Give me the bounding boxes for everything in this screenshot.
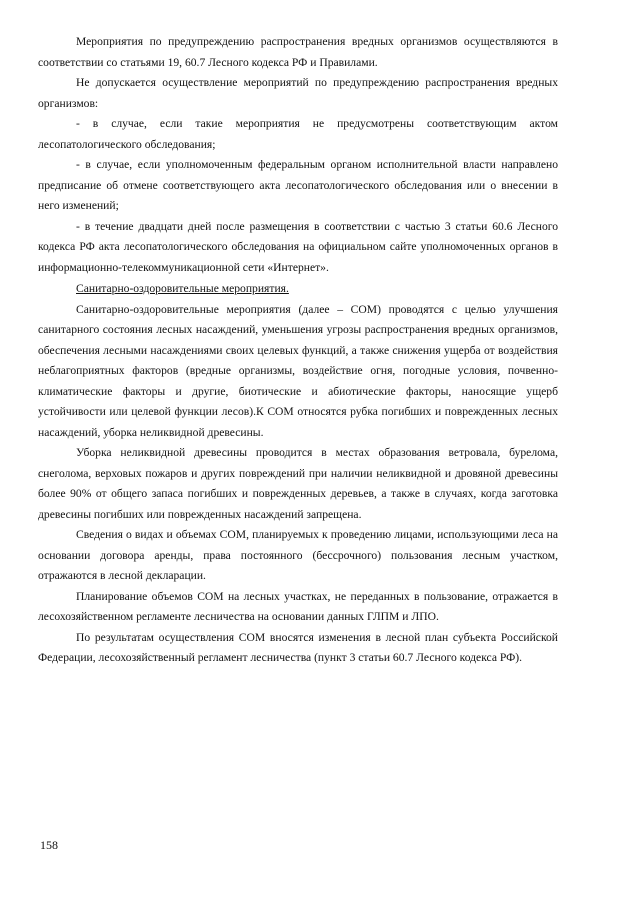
paragraph: Сведения о видах и объемах СОМ, планируемых к проведению лицами, использующими леса на основании договора аренды, права постоянного (бессрочного) пользования лесным участком, отражаются в лесной декларации. [38,528,558,582]
page-number: 158 [40,838,58,852]
list-item: - в течение двадцати дней после размещения в соответствии с частью 3 статьи 60.6 Лесного кодекса РФ акта лесопатологического обследования на официальном сайте уполномоченных органов в информационно-телекоммуникационной сети «Интернет». [38,219,558,274]
paragraph: Санитарно-оздоровительные мероприятия (далее – СОМ) проводятся с целью улучшения санитарного состояния лесных насаждений, уменьшения угрозы распространения вредных организмов, обеспечения лесными насаждениями своих целевых функций, а также снижения ущерба от воздействия неблагоприятных факторов (вредные организмы, воздействие огня, погодные условия, почвенно-климатические факторы и другие, биотические и абиотические факторы, наносящие ущерб устойчивости или целевой функции лесов).К СОМ относятся рубка погибших и поврежденных лесных насаждений, уборка неликвидной древесины. [38,302,558,439]
paragraph: Уборка неликвидной древесины проводится в местах образования ветровала, бурелома, снеголома, верховых пожаров и других повреждений при наличии неликвидной и дровяной древесины более 90% от общего запаса погибших и поврежденных деревьев, а также в случаях, когда заготовка древесины погибших или поврежденных насаждений запрещена. [38,446,558,521]
list-item: - в случае, если такие мероприятия не предусмотрены соответствующим актом лесопатологического обследования; [38,117,558,151]
paragraph: Не допускается осуществление мероприятий по предупреждению распространения вредных организмов: [38,76,558,110]
page-content [38,32,558,669]
paragraph: Планирование объемов СОМ на лесных участках, не переданных в пользование, отражается в лесохозяйственном регламенте лесничества на основании данных ГЛПМ и ЛПО. [38,589,558,623]
paragraph: Мероприятия по предупреждению распространения вредных организмов осуществляются в соответствии со статьями 19, 60.7 Лесного кодекса РФ и Правилами. [38,35,558,69]
list-item: - в случае, если уполномоченным федеральным органом исполнительной власти направлено предписание об отмене соответствующего акта лесопатологического обследования или о внесении в него изменений; [38,158,558,212]
section-title: Санитарно-оздоровительные мероприятия. [76,282,289,295]
paragraph: По результатам осуществления СОМ вносятся изменения в лесной план субъекта Российской Федерации, лесохозяйственный регламент лесничества (пункт 3 статьи 60.7 Лесного кодекса РФ). [38,630,558,664]
